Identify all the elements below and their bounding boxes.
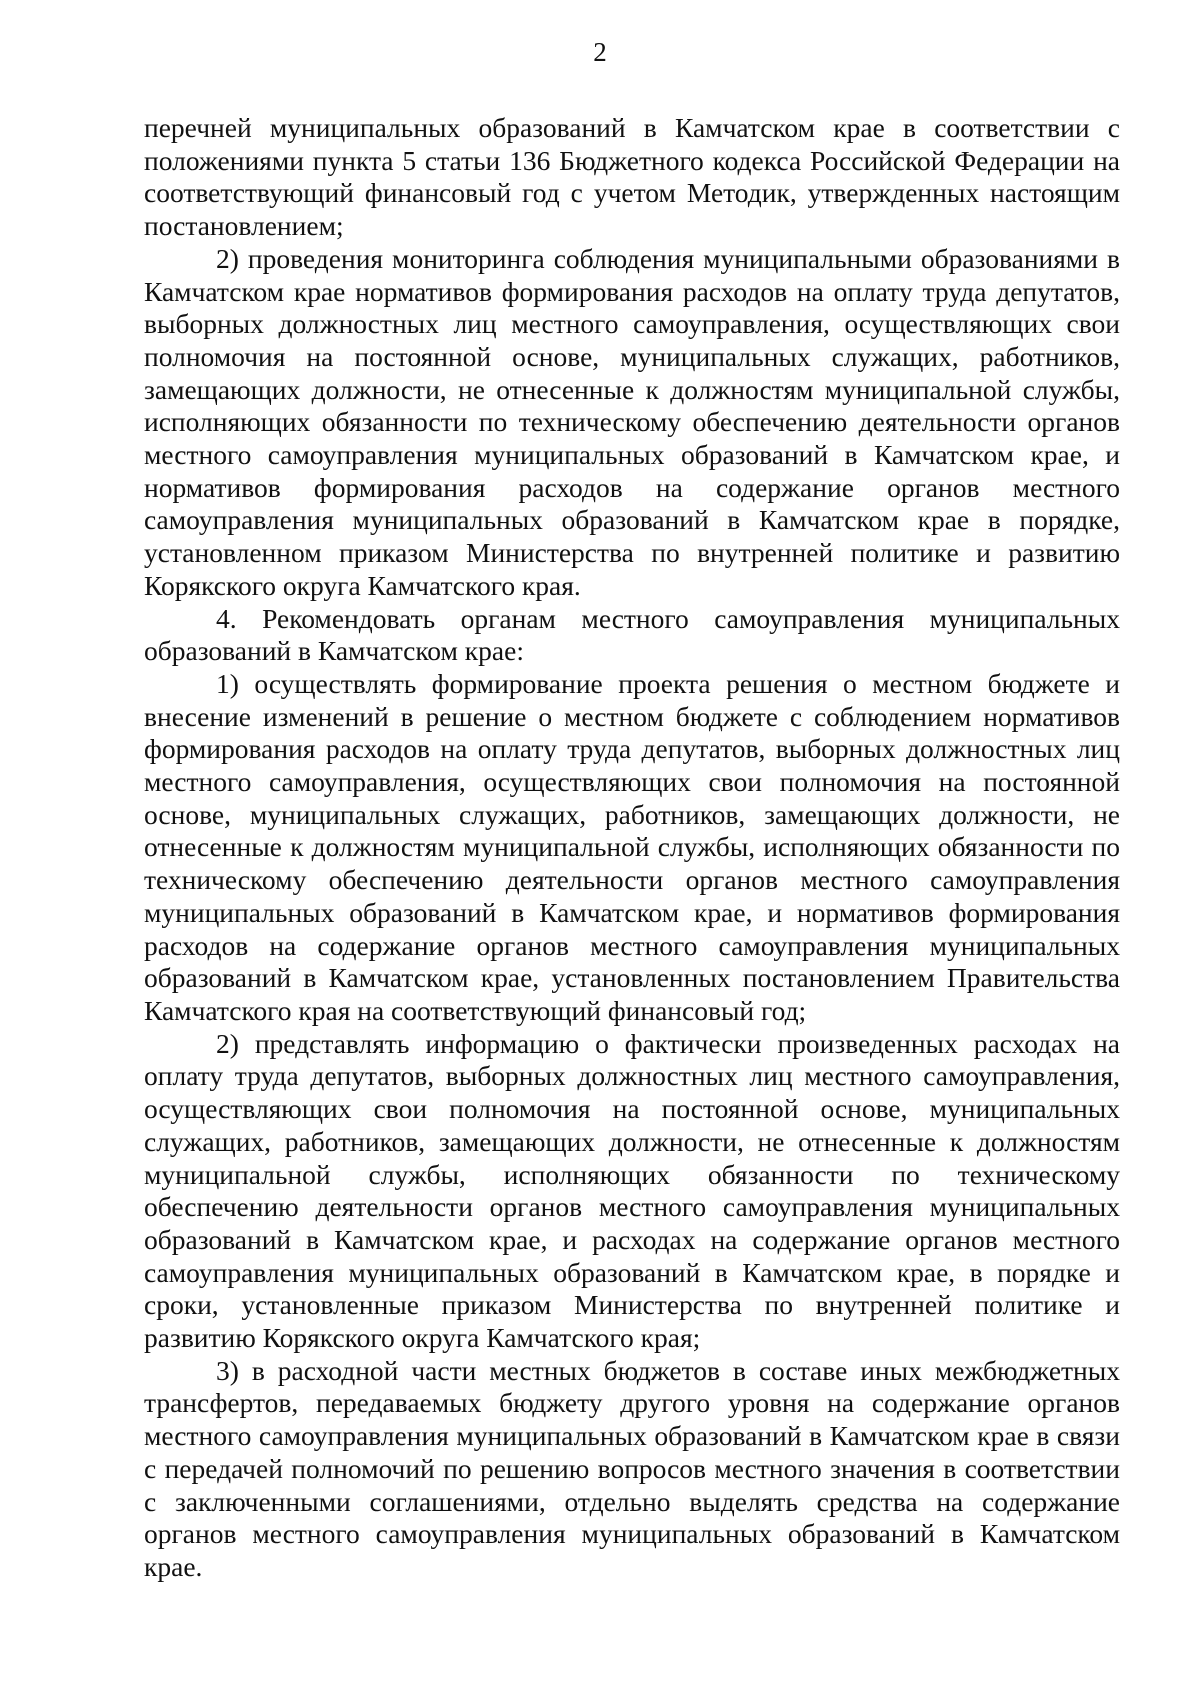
paragraph-section-4: 4. Рекомендовать органам местного самоуправления муниципальных образований в Камчатском крае: <box>144 602 1120 667</box>
paragraph-item-3-transfers: 3) в расходной части местных бюджетов в составе иных межбюджетных трансфертов, передаваемых бюджету другого уровня на содержание органов местного самоуправления муниципальных образований в Камчатском крае в связи с передачей полномочий по решению вопросов местного значения в соответствии с заключенными соглашениями, отдельно выделять средства на содержание органов местного самоуправления муниципальных образований в Камчатском крае. <box>144 1354 1120 1582</box>
paragraph-item-1-budget-formation: 1) осуществлять формирование проекта решения о местном бюджете и внесение изменений в решение о местном бюджете с соблюдением нормативов формирования расходов на оплату труда депутатов, выборных должностных лиц местного самоуправления, осуществляющих свои полномочия на постоянной основе, муниципальных служащих, работников, замещающих должности, не отнесенные к должностям муниципальной службы, исполняющих обязанности по техническому обеспечению деятельности органов местного самоуправления муниципальных образований в Камчатском крае, и нормативов формирования расходов на содержание органов местного самоуправления муниципальных образований в Камчатском крае, установленных постановлением Правительства Камчатского края на соответствующий финансовый год; <box>144 667 1120 1026</box>
paragraph-item-2-monitoring: 2) проведения мониторинга соблюдения муниципальными образованиями в Камчатском крае нормативов формирования расходов на оплату труда депутатов, выборных должностных лиц местного самоуправления, осуществляющих свои полномочия на постоянной основе, муниципальных служащих, работников, замещающих должности, не отнесенные к должностям муниципальной службы, исполняющих обязанности по техническому обеспечению деятельности органов местного самоуправления муниципальных образований в Камчатском крае, и нормативов формирования расходов на содержание органов местного самоуправления муниципальных образований в Камчатском крае в порядке, установленном приказом Министерства по внутренней политике и развитию Корякского округа Камчатского края. <box>144 242 1120 601</box>
paragraph-item-2-reporting: 2) представлять информацию о фактически произведенных расходах на оплату труда депутатов, выборных должностных лиц местного самоуправления, осуществляющих свои полномочия на постоянной основе, муниципальных служащих, работников, замещающих должности, не отнесенные к должностям муниципальной службы, исполняющих обязанности по техническому обеспечению деятельности органов местного самоуправления муниципальных образований в Камчатском крае, и расходах на содержание органов местного самоуправления муниципальных образований в Камчатском крае, в порядке и сроки, установленные приказом Министерства по внутренней политике и развитию Корякского округа Камчатского края; <box>144 1027 1120 1354</box>
paragraph-continuation: перечней муниципальных образований в Камчатском крае в соответствии с положениями пункта 5 статьи 136 Бюджетного кодекса Российской Федерации на соответствующий финансовый год с учетом Методик, утвержденных настоящим постановлением; <box>144 112 1120 242</box>
document-body <box>144 112 1120 1584</box>
page-number: 2 <box>593 37 607 67</box>
